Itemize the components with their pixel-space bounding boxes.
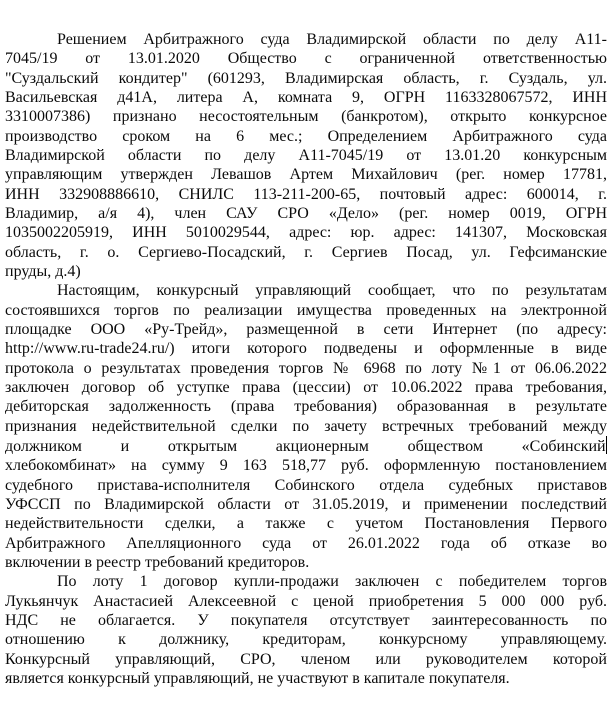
text-line: состоявшихся торгов по реализации имущества проведенных на электронной xyxy=(5,301,607,319)
text-cursor xyxy=(606,436,607,454)
text-line: является конкурсный управляющий, не участвуют в капитале покупателя. xyxy=(5,669,510,687)
text-line: хлебокомбинат» на сумму 9 163 518,77 руб. оформленную постановлением xyxy=(5,457,607,475)
text-line: Конкурсный управляющий, СРО, членом или руководителем которой xyxy=(5,650,607,668)
text-line: управляющим утвержден Левашов Артем Михайлович (рег. номер 17781, xyxy=(5,166,607,184)
text-line: Арбитражного Апелляционного суда от 26.01.2022 года об отказе во xyxy=(5,534,607,552)
text-line: По лоту 1 договор купли-продажи заключен с победителем торгов xyxy=(57,573,607,591)
text-line: Решением Арбитражного суда Владимирской области по делу А11- xyxy=(57,31,607,48)
text-line: площадке ООО «Ру-Трейд», размещенной в сети Интернет (по адресу: xyxy=(5,320,607,338)
paragraph-auction-results xyxy=(5,281,607,572)
text-line: производство сроком на 6 мес.; Определением Арбитражного суда xyxy=(5,127,607,145)
paragraph-lot1-sale xyxy=(5,572,607,688)
text-line: признания недействительной сделки по зачету встречных требований между xyxy=(5,417,607,435)
text-line: недействительности сделки, а также с учетом Постановления Первого xyxy=(5,515,607,533)
text-line: УФССП по Владимирской области от 31.05.2019, и применении последствий xyxy=(5,495,607,513)
paragraph-court-decision xyxy=(5,30,607,281)
text-line: "Суздальский кондитер" (601293, Владимирская область, г. Суздаль, ул. xyxy=(5,69,607,87)
text-line: Настоящим, конкурсный управляющий сообщает, что по результатам xyxy=(57,282,607,300)
text-line xyxy=(5,436,607,456)
text-line: Владимирской области по делу А11-7045/19 от 13.01.20 конкурсным xyxy=(5,146,607,164)
text-line: 1035002205919, ИНН 5010029544, адрес: юр. адрес: 141307, Московская xyxy=(5,224,607,242)
text-line: отношению к должнику, кредиторам, конкурсному управляющему. xyxy=(5,631,607,649)
text-line: включении в реестр требований кредиторов. xyxy=(5,553,310,571)
text-line: судебного пристава-исполнителя Собинского отдела судебных приставов xyxy=(5,476,607,494)
text-line: ИНН 332908886610, СНИЛС 113-211-200-65, почтовый адрес: 600014, г. xyxy=(5,185,607,203)
text-line: 3310007386) признано несостоятельным (банкротом), открыто конкурсное xyxy=(5,108,607,126)
text-line: Владимир, а/я 4), член САУ СРО «Дело» (рег. номер 0019, ОГРН xyxy=(5,204,607,222)
text-line: Васильевская д41А, литера А, комната 9, ОГРН 1163328067572, ИНН xyxy=(5,88,607,106)
text-line: заключен договор об уступке права (цессии) от 10.06.2022 права требования, xyxy=(5,378,607,396)
text-line: 7045/19 от 13.01.2020 Общество с ограниченной ответственностью xyxy=(5,50,607,68)
text-line: протокола о результатах проведения торгов № 6968 по лоту №1 от 06.06.2022 xyxy=(5,359,607,377)
text-line: http://www.ru-trade24.ru/) итоги которого подведены и оформленные в виде xyxy=(5,340,607,358)
text-line: область, г. о. Сергиево-Посадский, г. Сергиев Посад, ул. Гефсиманские xyxy=(5,243,607,261)
text-line: дебиторская задолженность (права требования) образованная в результате xyxy=(5,398,607,416)
text-line: Лукьянчук Анастасией Алексеевной с ценой приобретения 5 000 000 руб. xyxy=(5,592,607,610)
text-line: пруды, д.4) xyxy=(5,262,81,280)
text-segment: должником и открытым акционерным обществом «Собинский xyxy=(5,437,606,455)
text-line: НДС не облагается. У покупателя отсутствует заинтересованность по xyxy=(5,611,607,629)
